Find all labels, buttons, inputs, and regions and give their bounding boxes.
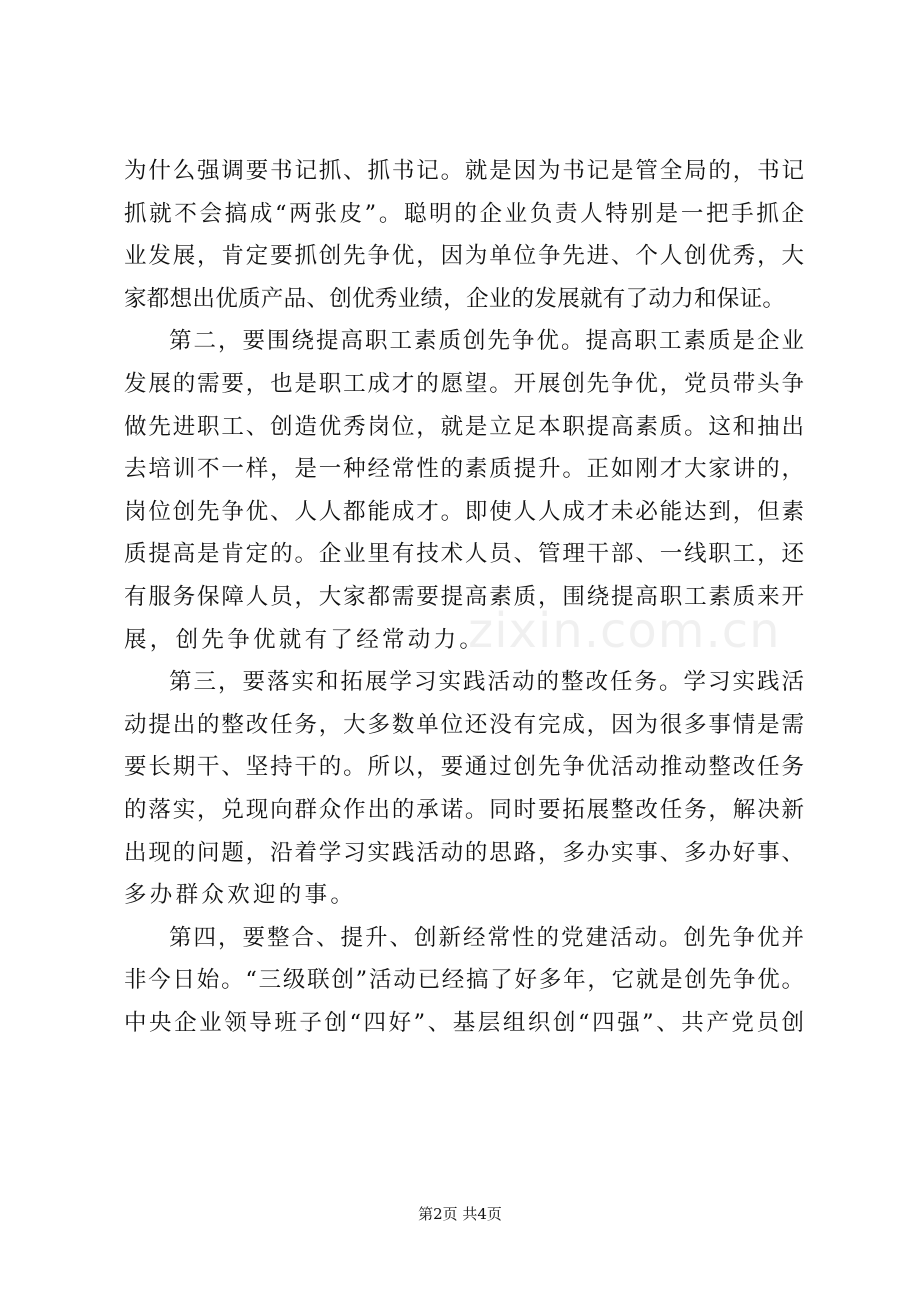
text-line: 展，创先争优就有了经常动力。 [124, 626, 486, 653]
text-line: 抓就不会搞成“两张皮”。聪明的企业负责人特别是一把手抓企 [124, 200, 804, 227]
text-line: 发展的需要，也是职工成才的愿望。开展创先争优，党员带头争 [124, 370, 804, 397]
text-line: 岗位创先争优、人人都能成才。即使人人成才未必能达到，但素 [124, 498, 804, 525]
text-line: 要长期干、坚持干的。所以，要通过创先争优活动推动整改任务 [124, 754, 804, 781]
text-line: 质提高是肯定的。企业里有技术人员、管理干部、一线职工，还 [124, 541, 804, 568]
paragraph-start-line: 第四，要整合、提升、创新经常性的党建活动。创先争优并 [169, 924, 804, 951]
text-line: 去培训不一样，是一种经常性的素质提升。正如刚才大家讲的， [124, 456, 804, 483]
text-line: 做先进职工、创造优秀岗位，就是立足本职提高素质。这和抽出 [124, 413, 804, 440]
paragraph-start-line: 第三，要落实和拓展学习实践活动的整改任务。学习实践活 [169, 669, 804, 696]
paragraph-start-line: 第二，要围绕提高职工素质创先争优。提高职工素质是企业 [169, 328, 804, 355]
text-line: 非今日始。“三级联创”活动已经搞了好多年，它就是创先争优。 [124, 967, 804, 994]
text-line: 业发展，肯定要抓创先争优，因为单位争先进、个人创优秀，大 [124, 243, 804, 270]
text-line: 的落实，兑现向群众作出的承诺。同时要拓展整改任务，解决新 [124, 796, 804, 823]
text-line: 中央企业领导班子创“四好”、基层组织创“四强”、共产党员创 [124, 1009, 804, 1036]
text-line: 为什么强调要书记抓、抓书记。就是因为书记是管全局的，书记 [124, 158, 804, 184]
page-footer: 第2页 共4页 [418, 1205, 502, 1223]
text-line: 多办群众欢迎的事。 [124, 882, 357, 909]
body-text [124, 150, 804, 1044]
text-line: 出现的问题，沿着学习实践活动的思路，多办实事、多办好事、 [124, 839, 804, 866]
text-line: 动提出的整改任务，大多数单位还没有完成，因为很多事情是需 [124, 711, 804, 738]
text-line: 有服务保障人员，大家都需要提高素质，围绕提高职工素质来开 [124, 583, 804, 610]
watermark: zixin.com.cn [468, 603, 781, 659]
text-line: 家都想出优质产品、创优秀业绩，企业的发展就有了动力和保证。 [124, 285, 786, 312]
